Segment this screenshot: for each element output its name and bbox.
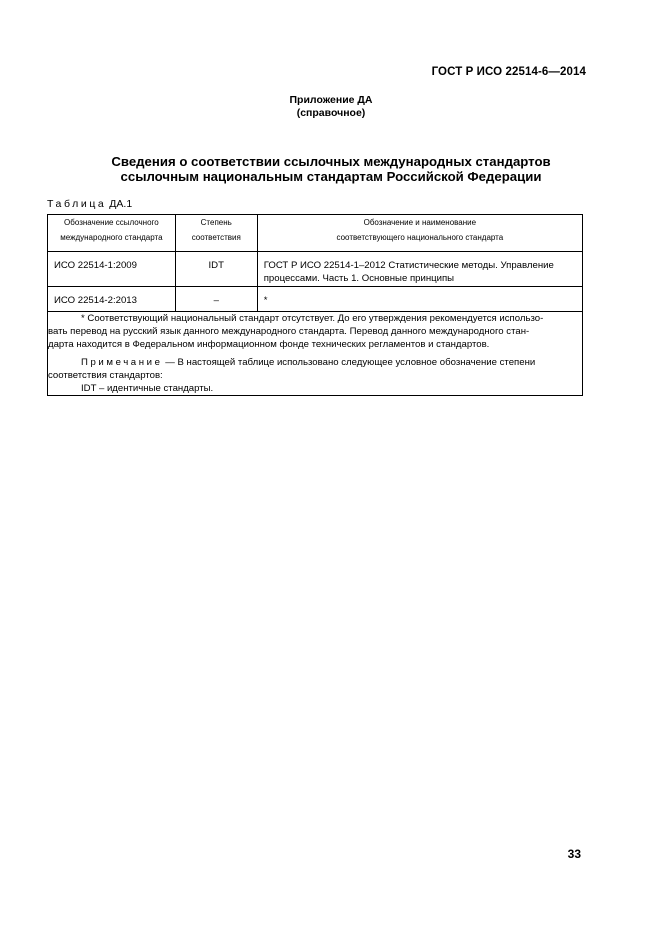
- document-title-line-2: ссылочным национальным стандартам Российской Федерации: [120, 169, 542, 184]
- correspondence-table: [47, 214, 583, 396]
- header-national-standard: Обозначение и наименование соответствующего национального стандарта: [257, 215, 582, 252]
- table-caption: [47, 198, 132, 210]
- page-number: 33: [567, 847, 581, 861]
- table-caption-id: ДА.1: [109, 198, 133, 210]
- note-label: Примечание: [81, 357, 163, 368]
- table-note: [48, 356, 582, 369]
- note-line: IDT – идентичные стандарты.: [81, 383, 214, 394]
- cell-national-standard: *: [257, 287, 582, 312]
- header-degree: Степень соответствия: [175, 215, 257, 252]
- cell-degree: IDT: [175, 252, 257, 287]
- standard-code: ГОСТ Р ИСО 22514-6—2014: [431, 66, 586, 78]
- table-header-row: [48, 215, 583, 252]
- footnote-line: дарта находится в Федеральном информационном фонде технических регламентов и стандартов.: [48, 339, 490, 350]
- table-row: [48, 287, 583, 312]
- annex-heading: [0, 94, 662, 120]
- document-title-line-1: Сведения о соответствии ссылочных международных стандартов: [111, 154, 551, 169]
- table-caption-word: Таблица: [47, 198, 107, 210]
- note-line: соответствия стандартов:: [48, 370, 163, 381]
- cell-intl-standard: ИСО 22514-2:2013: [48, 287, 176, 312]
- cell-intl-standard: ИСО 22514-1:2009: [48, 252, 176, 287]
- table-footnote-row: [48, 312, 583, 396]
- document-title: [0, 154, 662, 184]
- note-text: — В настоящей таблице использовано следующее условное обозначение степени: [162, 357, 536, 368]
- annex-subtitle: (справочное): [296, 107, 366, 119]
- footnote-line: * Соответствующий национальный стандарт отсутствует. До его утверждения рекомендуется использо-: [81, 313, 544, 324]
- header-intl-standard: Обозначение ссылочного международного стандарта: [48, 215, 176, 252]
- cell-degree: –: [175, 287, 257, 312]
- table-footnote: [48, 312, 583, 396]
- table-row: [48, 252, 583, 287]
- cell-national-standard: ГОСТ Р ИСО 22514-1–2012 Статистические методы. Управление процессами. Часть 1. Основные принципы: [257, 252, 582, 287]
- annex-title: Приложение ДА: [289, 94, 373, 106]
- footnote-line: вать перевод на русский язык данного международного стандарта. Перевод данного международного стан-: [48, 326, 530, 337]
